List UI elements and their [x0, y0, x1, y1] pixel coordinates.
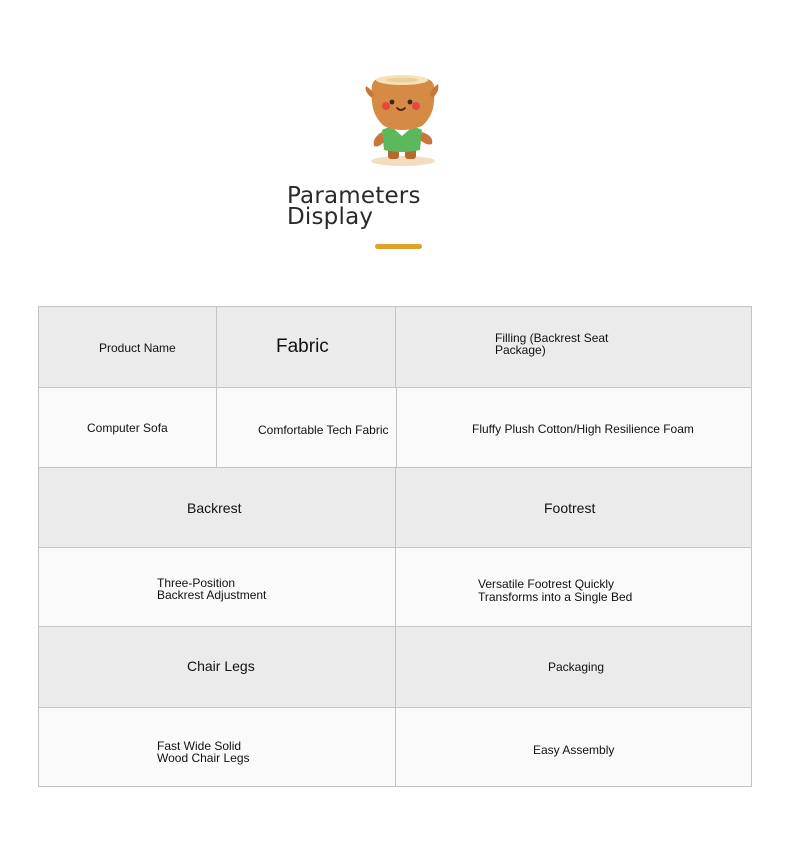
fabric-label: Fabric — [276, 336, 329, 357]
cell-product-name-value — [39, 388, 217, 467]
packaging-label: Packaging — [548, 660, 605, 674]
cell-fabric-value — [217, 388, 396, 467]
page-title-line-1: Parameters — [287, 183, 421, 209]
table-row-header-3 — [39, 627, 751, 708]
cell-backrest-value — [39, 548, 396, 626]
product-name-value: Computer Sofa — [87, 421, 168, 435]
table-row-values-3 — [39, 708, 751, 786]
cell-packaging-value — [396, 708, 751, 786]
table-row-values-1 — [39, 388, 751, 468]
chair-legs-value-line-1: Fast Wide Solid — [157, 739, 242, 753]
chair-legs-value-line-2: Wood Chair Legs — [157, 751, 250, 765]
cell-product-name-label — [39, 307, 217, 387]
cell-fabric-label — [217, 307, 396, 387]
footrest-value — [478, 578, 632, 604]
footrest-value-line-2: Transforms into a Single Bed — [478, 590, 633, 604]
backrest-value — [157, 577, 266, 601]
backrest-value-line-1: Three-Position — [157, 576, 236, 590]
filling-label-line-1: Filling (Backrest Seat — [495, 331, 609, 345]
footrest-value-line-1: Versatile Footrest Quickly — [478, 577, 615, 591]
table-row-values-2 — [39, 548, 751, 627]
cell-footrest-label — [396, 468, 751, 547]
footrest-label: Footrest — [544, 500, 596, 516]
backrest-value-line-2: Backrest Adjustment — [157, 588, 267, 602]
tree-stump-mascot-icon — [362, 70, 442, 170]
cell-packaging-label — [396, 627, 751, 707]
cell-chair-legs-value — [39, 708, 396, 786]
product-name-label: Product Name — [99, 341, 176, 355]
filling-label-line-2: Package) — [495, 343, 546, 357]
chair-legs-value — [157, 740, 250, 764]
cell-chair-legs-label — [39, 627, 396, 707]
fabric-value: Comfortable Tech Fabric — [258, 423, 389, 437]
cell-footrest-value — [396, 548, 751, 626]
table-row-header-2 — [39, 468, 751, 548]
title-accent-bar — [375, 244, 422, 249]
page-title-line-2: Display — [287, 204, 374, 230]
page-title — [287, 183, 507, 230]
packaging-value: Easy Assembly — [533, 743, 615, 757]
backrest-label: Backrest — [187, 500, 242, 516]
chair-legs-label: Chair Legs — [187, 658, 255, 674]
parameters-table — [38, 306, 752, 787]
cell-filling-label — [396, 307, 751, 387]
cell-backrest-label — [39, 468, 396, 547]
cell-filling-value — [396, 388, 751, 467]
filling-label — [495, 332, 608, 356]
table-row-header-1 — [39, 307, 751, 388]
filling-value: Fluffy Plush Cotton/High Resilience Foam — [472, 422, 694, 436]
